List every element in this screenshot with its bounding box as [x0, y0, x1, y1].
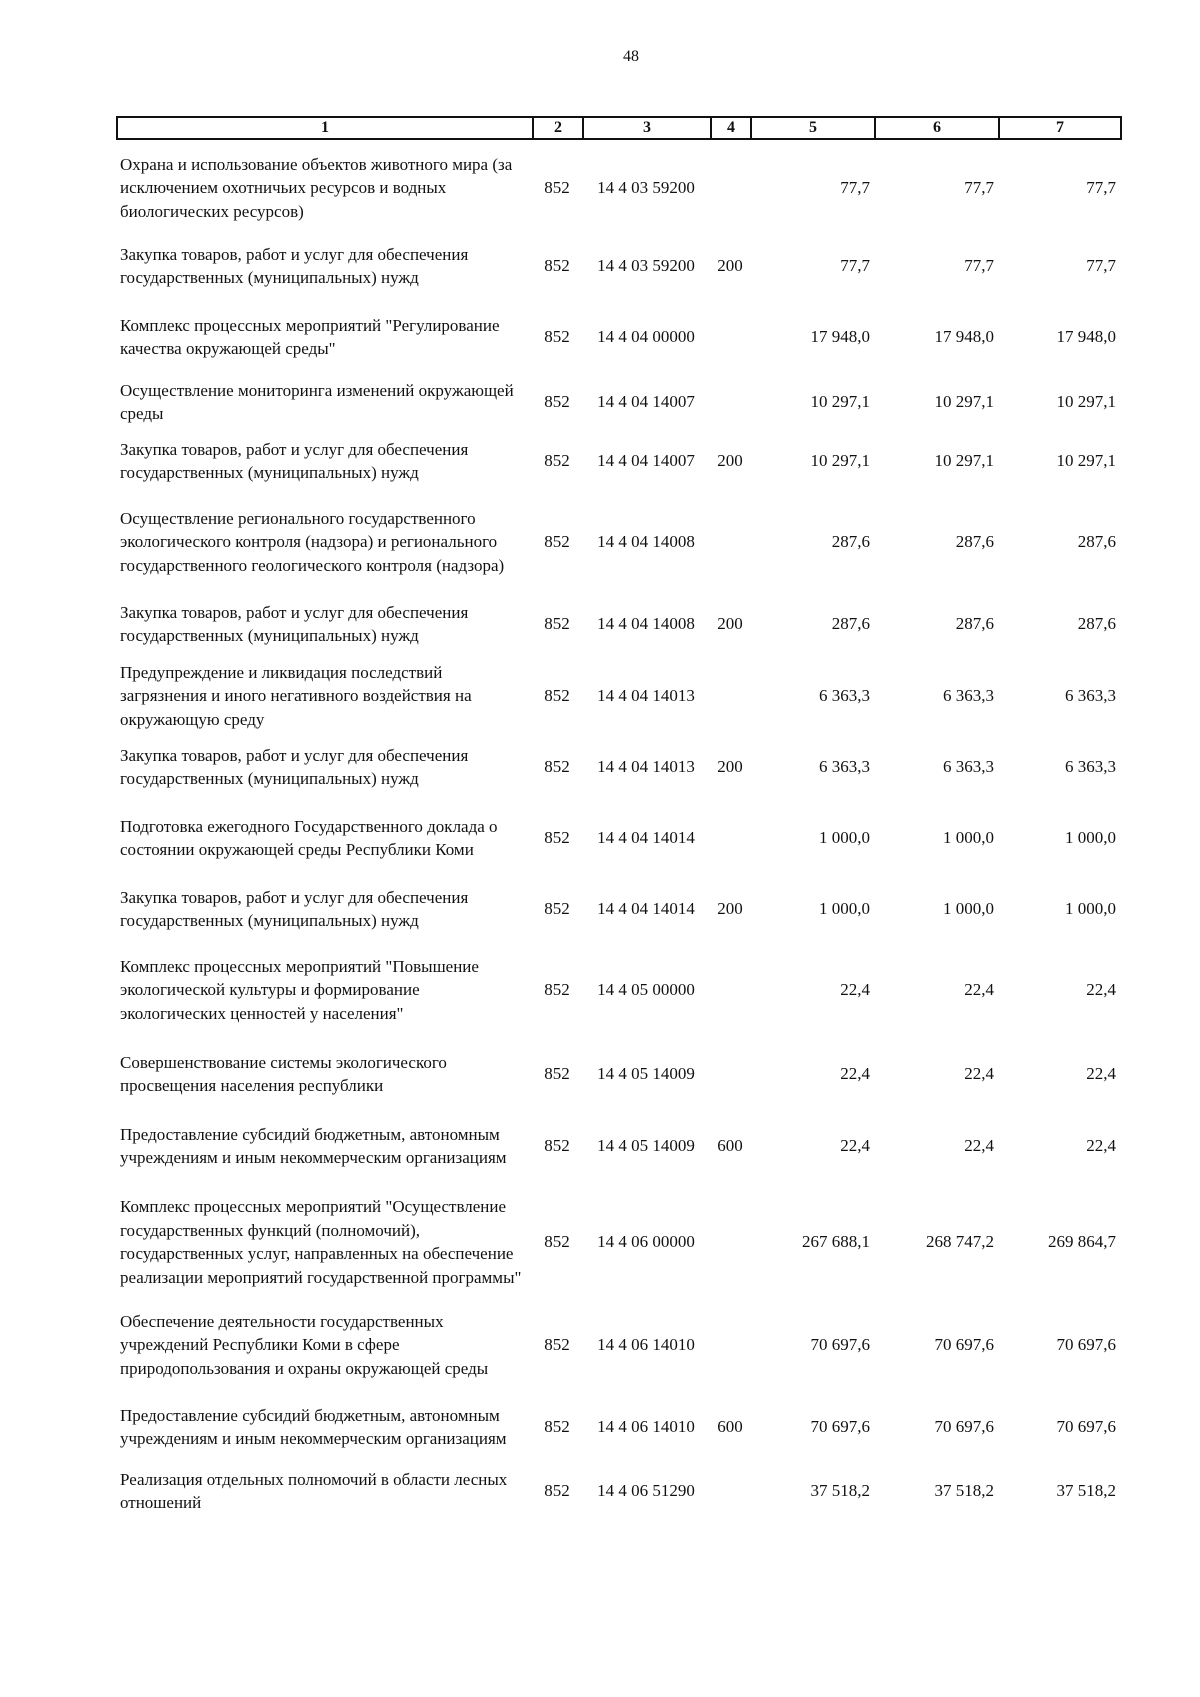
row-col6: 22,4 [964, 980, 994, 1000]
row-col3: 14 4 05 14009 [597, 1064, 695, 1084]
row-col5: 37 518,2 [810, 1481, 870, 1501]
row-name: Предоставление субсидий бюджетным, автономным учреждениям и иным некоммерческим организациям [120, 1124, 507, 1167]
row-col4: 200 [717, 899, 743, 919]
row-col5: 22,4 [840, 980, 870, 1000]
row-col2: 852 [544, 980, 570, 1000]
row-col6: 6 363,3 [943, 686, 994, 706]
row-col4 [710, 372, 750, 432]
row-col2: 852 [544, 757, 570, 777]
row-name: Комплекс процессных мероприятий "Осуществление государственных функций (полномочий), государственных услуг, направленных на обеспечение реализации мероприятий государственной программы" [120, 1197, 522, 1287]
row-col6: 77,7 [964, 256, 994, 276]
row-col3: 14 4 04 14013 [597, 686, 695, 706]
row-col2: 852 [544, 1417, 570, 1437]
budget-table [116, 146, 1120, 1520]
row-col6: 70 697,6 [934, 1335, 994, 1355]
row-name: Закупка товаров, работ и услуг для обеспечения государственных (муниципальных) нужд [120, 244, 469, 287]
row-col7: 37 518,2 [1056, 1481, 1116, 1501]
row-col4 [710, 654, 750, 738]
row-col4 [710, 1298, 750, 1392]
table-row [116, 372, 1120, 432]
row-col2: 852 [544, 532, 570, 552]
row-col4: 600 [717, 1136, 743, 1156]
row-col6: 22,4 [964, 1136, 994, 1156]
row-col6: 1 000,0 [943, 828, 994, 848]
table-row [116, 230, 1120, 302]
row-col7: 70 697,6 [1056, 1335, 1116, 1355]
row-col3: 14 4 04 14008 [597, 532, 695, 552]
table-row [116, 432, 1120, 490]
row-col2: 852 [544, 686, 570, 706]
row-col7: 287,6 [1077, 532, 1116, 552]
row-name: Реализация отдельных полномочий в области лесных отношений [120, 1469, 508, 1512]
row-col4 [710, 1042, 750, 1106]
row-col5: 287,6 [831, 614, 870, 634]
table-row [116, 594, 1120, 654]
row-col7: 77,7 [1086, 178, 1116, 198]
row-col6: 10 297,1 [934, 451, 994, 471]
table-row [116, 1462, 1120, 1520]
row-col4 [710, 302, 750, 372]
row-col3: 14 4 04 14008 [597, 614, 695, 634]
row-col5: 267 688,1 [802, 1232, 870, 1252]
table-row [116, 302, 1120, 372]
row-col7: 1 000,0 [1065, 828, 1116, 848]
row-col5: 17 948,0 [810, 327, 870, 347]
row-col4 [710, 1186, 750, 1298]
row-col4 [710, 146, 750, 230]
row-col5: 70 697,6 [810, 1335, 870, 1355]
row-col5: 77,7 [840, 178, 870, 198]
page-number: 48 [623, 48, 639, 65]
row-col5: 10 297,1 [810, 451, 870, 471]
column-header: 1 [117, 117, 533, 139]
row-col7: 269 864,7 [1048, 1232, 1116, 1252]
row-col4: 200 [717, 256, 743, 276]
row-name: Обеспечение деятельности государственных учреждений Республики Коми в сфере природопользования и охраны окружающей среды [120, 1311, 489, 1378]
row-col5: 6 363,3 [819, 757, 870, 777]
table-row [116, 938, 1120, 1042]
row-name: Осуществление регионального государственного экологического контроля (надзора) и регионального государственного геологического контроля (надзора) [120, 508, 505, 575]
row-col2: 852 [544, 899, 570, 919]
row-col3: 14 4 06 00000 [597, 1232, 695, 1252]
row-col4 [710, 796, 750, 880]
row-name: Закупка товаров, работ и услуг для обеспечения государственных (муниципальных) нужд [120, 602, 469, 645]
column-header: 4 [711, 117, 751, 139]
row-col6: 10 297,1 [934, 392, 994, 412]
row-col3: 14 4 05 00000 [597, 980, 695, 1000]
row-col3: 14 4 05 14009 [597, 1136, 695, 1156]
row-col6: 1 000,0 [943, 899, 994, 919]
row-col4 [710, 938, 750, 1042]
row-col2: 852 [544, 256, 570, 276]
table-row [116, 1186, 1120, 1298]
table-row [116, 1042, 1120, 1106]
table-row [116, 146, 1120, 230]
row-col6: 287,6 [955, 532, 994, 552]
row-name: Закупка товаров, работ и услуг для обеспечения государственных (муниципальных) нужд [120, 887, 469, 930]
row-col4: 200 [717, 451, 743, 471]
row-col5: 22,4 [840, 1064, 870, 1084]
row-name: Подготовка ежегодного Государственного доклада о состоянии окружающей среды Республики Коми [120, 816, 498, 859]
table-row [116, 1298, 1120, 1392]
row-col2: 852 [544, 1335, 570, 1355]
table-row [116, 880, 1120, 938]
row-col2: 852 [544, 1136, 570, 1156]
row-col5: 1 000,0 [819, 899, 870, 919]
column-header-row [117, 117, 1121, 139]
row-col2: 852 [544, 614, 570, 634]
column-header: 7 [999, 117, 1121, 139]
row-name: Комплекс процессных мероприятий "Регулирование качества окружающей среды" [120, 315, 500, 358]
table-row [116, 1392, 1120, 1462]
row-col2: 852 [544, 1232, 570, 1252]
row-col7: 17 948,0 [1056, 327, 1116, 347]
row-col5: 10 297,1 [810, 392, 870, 412]
row-col4: 200 [717, 757, 743, 777]
row-col3: 14 4 06 14010 [597, 1417, 695, 1437]
row-col5: 1 000,0 [819, 828, 870, 848]
row-name: Предупреждение и ликвидация последствий загрязнения и иного негативного воздействия на окружающую среду [120, 662, 472, 729]
table-row [116, 654, 1120, 738]
row-col4 [710, 1462, 750, 1520]
row-col2: 852 [544, 451, 570, 471]
row-col6: 6 363,3 [943, 757, 994, 777]
row-col2: 852 [544, 327, 570, 347]
row-name: Комплекс процессных мероприятий "Повышение экологической культуры и формирование экологических ценностей у населения" [120, 956, 479, 1023]
row-col5: 77,7 [840, 256, 870, 276]
row-col6: 268 747,2 [926, 1232, 994, 1252]
row-col7: 287,6 [1077, 614, 1116, 634]
row-col7: 77,7 [1086, 256, 1116, 276]
column-header: 6 [875, 117, 999, 139]
row-col2: 852 [544, 828, 570, 848]
row-col3: 14 4 04 14014 [597, 828, 695, 848]
row-name: Охрана и использование объектов животного мира (за исключением охотничьих ресурсов и водных биологических ресурсов) [120, 154, 513, 221]
row-col7: 10 297,1 [1056, 392, 1116, 412]
row-col3: 14 4 06 51290 [597, 1481, 695, 1501]
row-name: Закупка товаров, работ и услуг для обеспечения государственных (муниципальных) нужд [120, 745, 469, 788]
row-col6: 22,4 [964, 1064, 994, 1084]
row-col7: 22,4 [1086, 1064, 1116, 1084]
row-col3: 14 4 04 14013 [597, 757, 695, 777]
row-col7: 1 000,0 [1065, 899, 1116, 919]
row-col7: 22,4 [1086, 1136, 1116, 1156]
column-header: 3 [583, 117, 711, 139]
row-col5: 70 697,6 [810, 1417, 870, 1437]
row-col6: 287,6 [955, 614, 994, 634]
row-col5: 22,4 [840, 1136, 870, 1156]
row-col6: 37 518,2 [934, 1481, 994, 1501]
row-col3: 14 4 04 14007 [597, 392, 695, 412]
row-col3: 14 4 03 59200 [597, 178, 695, 198]
row-name: Закупка товаров, работ и услуг для обеспечения государственных (муниципальных) нужд [120, 439, 469, 482]
row-col6: 17 948,0 [934, 327, 994, 347]
row-col2: 852 [544, 1481, 570, 1501]
row-name: Осуществление мониторинга изменений окружающей среды [120, 380, 514, 423]
row-col5: 287,6 [831, 532, 870, 552]
row-col2: 852 [544, 178, 570, 198]
row-name: Совершенствование системы экологического просвещения населения республики [120, 1052, 447, 1095]
table-row [116, 1106, 1120, 1186]
row-col3: 14 4 03 59200 [597, 256, 695, 276]
table-row [116, 490, 1120, 594]
row-col3: 14 4 04 00000 [597, 327, 695, 347]
row-col7: 6 363,3 [1065, 686, 1116, 706]
row-col4: 200 [717, 614, 743, 634]
row-col3: 14 4 04 14007 [597, 451, 695, 471]
table-row [116, 738, 1120, 796]
row-col7: 6 363,3 [1065, 757, 1116, 777]
row-col2: 852 [544, 1064, 570, 1084]
row-col3: 14 4 06 14010 [597, 1335, 695, 1355]
row-col3: 14 4 04 14014 [597, 899, 695, 919]
column-header-table [116, 116, 1122, 140]
column-header: 2 [533, 117, 583, 139]
row-col6: 77,7 [964, 178, 994, 198]
row-col7: 22,4 [1086, 980, 1116, 1000]
row-col6: 70 697,6 [934, 1417, 994, 1437]
row-col7: 70 697,6 [1056, 1417, 1116, 1437]
row-col2: 852 [544, 392, 570, 412]
table-row [116, 796, 1120, 880]
row-col7: 10 297,1 [1056, 451, 1116, 471]
row-col5: 6 363,3 [819, 686, 870, 706]
row-col4 [710, 490, 750, 594]
row-col4: 600 [717, 1417, 743, 1437]
row-name: Предоставление субсидий бюджетным, автономным учреждениям и иным некоммерческим организациям [120, 1405, 507, 1448]
column-header: 5 [751, 117, 875, 139]
